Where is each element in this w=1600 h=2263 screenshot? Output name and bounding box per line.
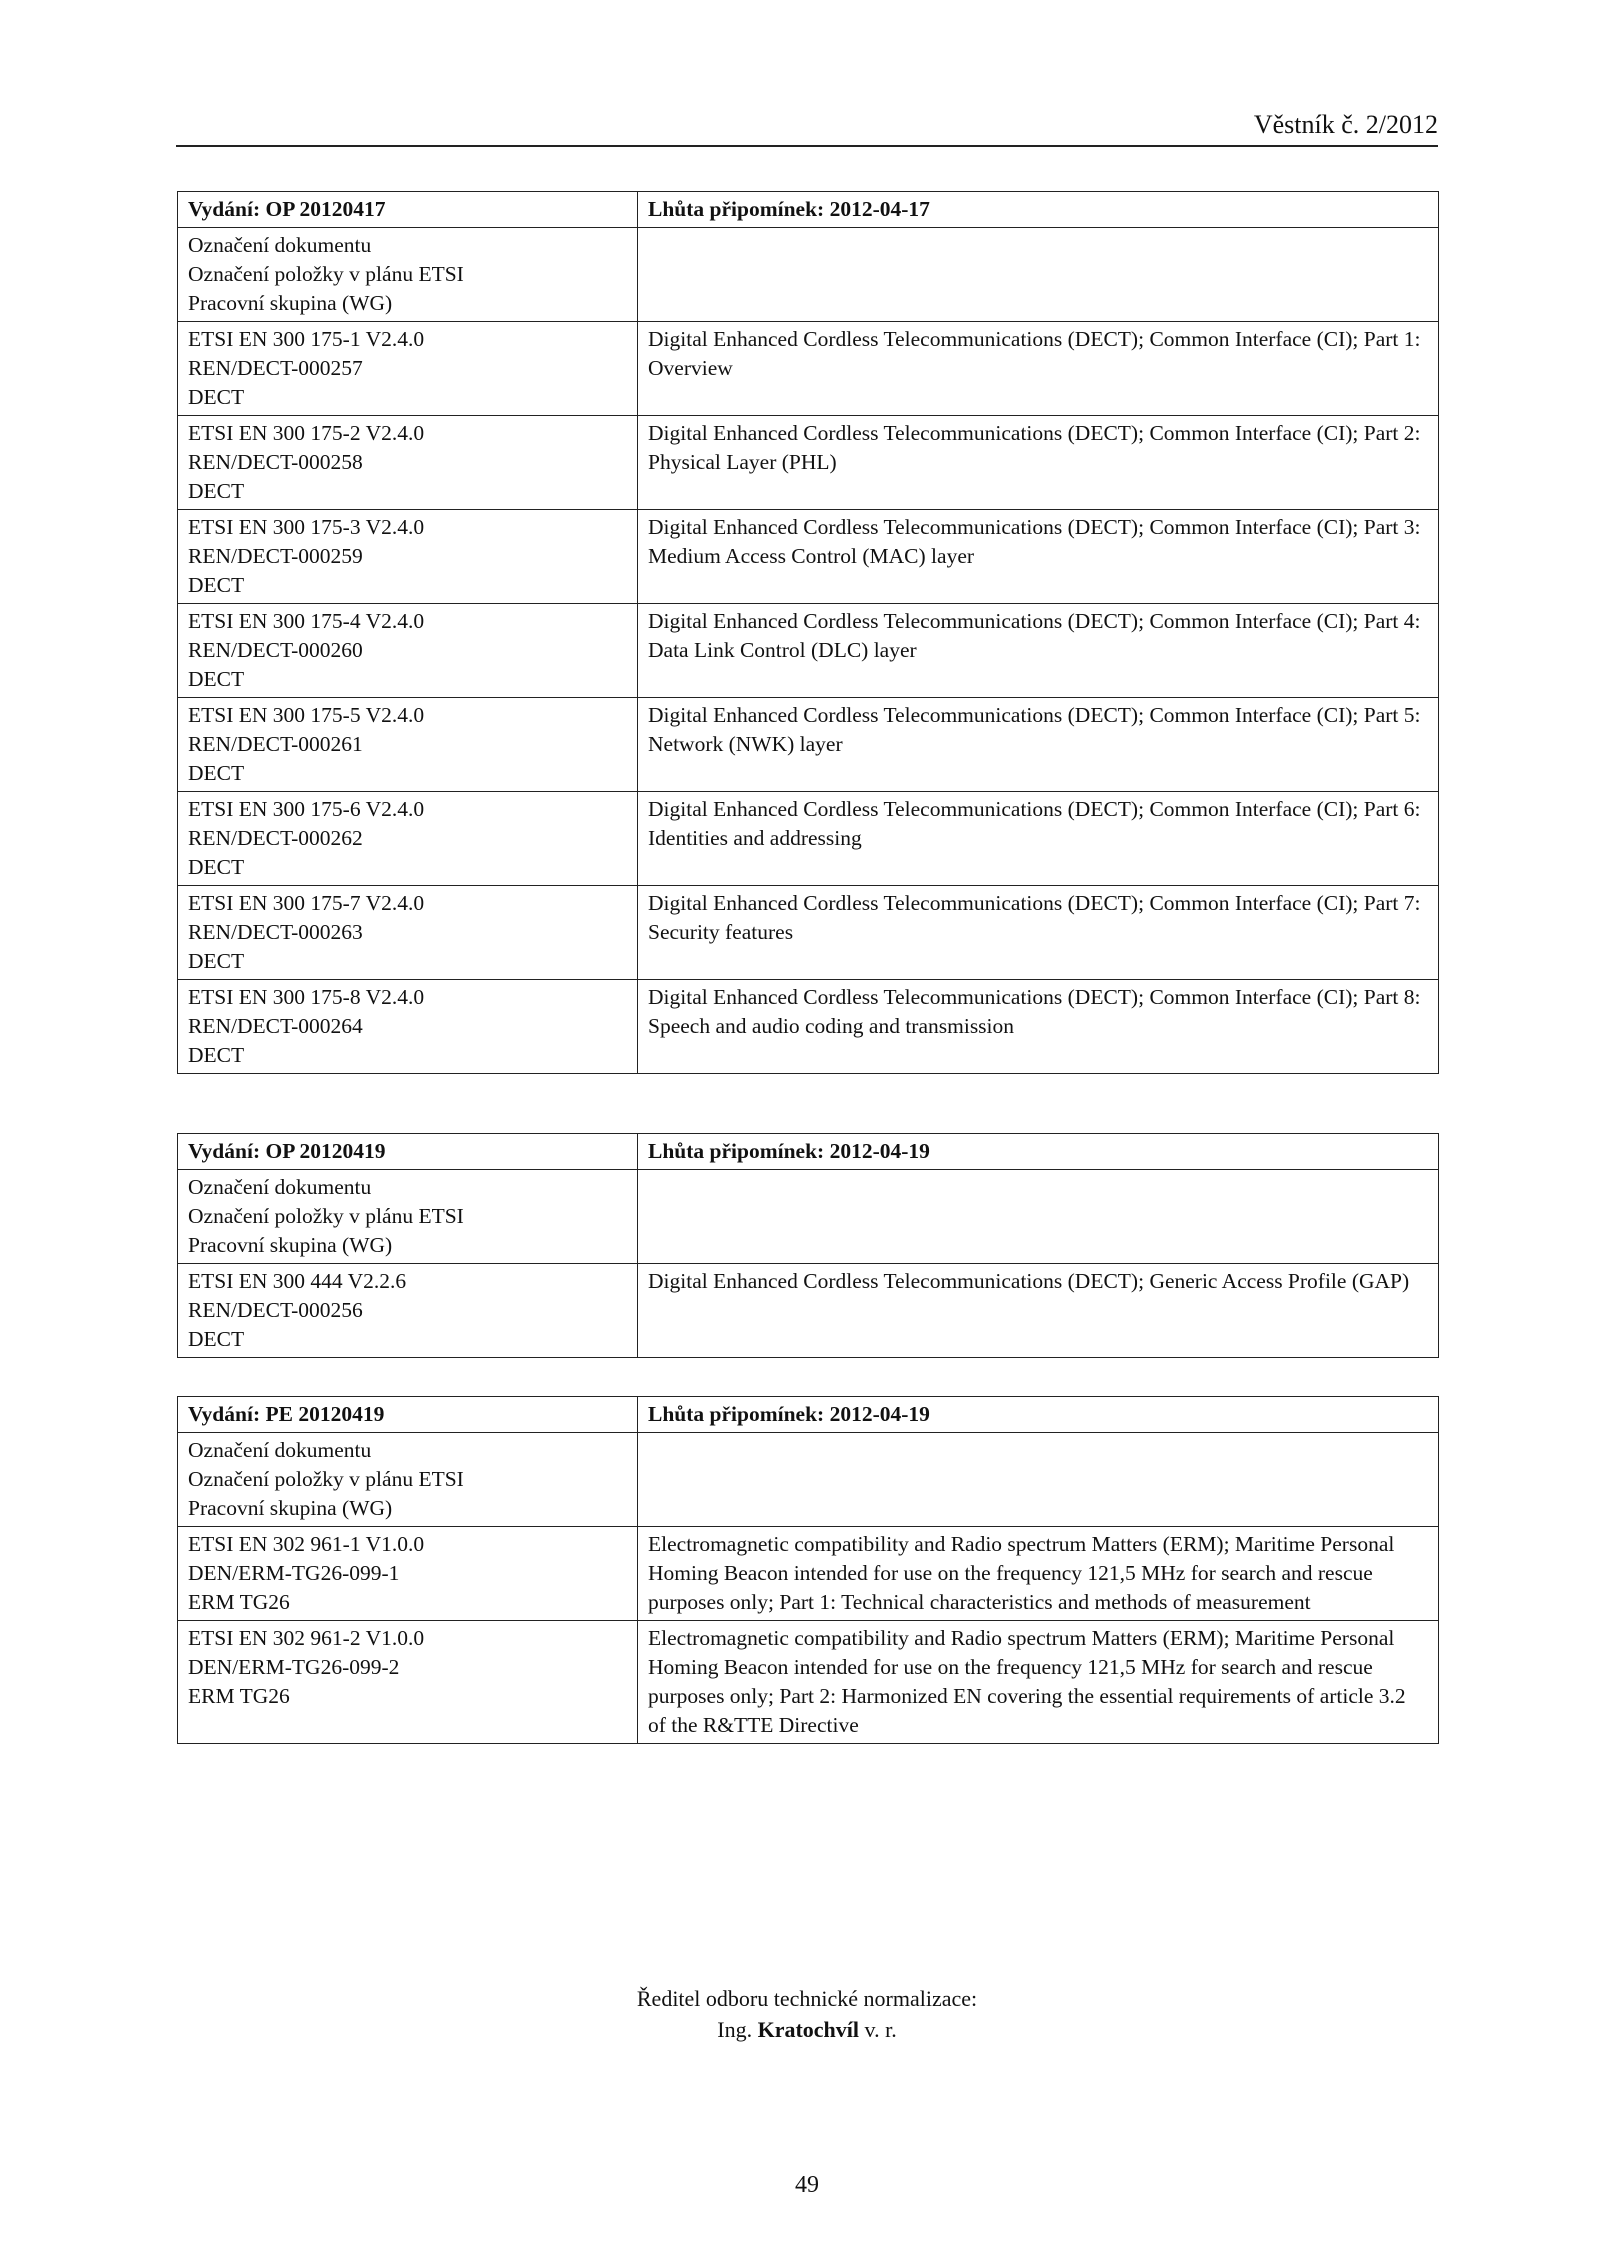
standard-id-cell: ETSI EN 300 175-7 V2.4.0 REN/DECT-000263 DECT xyxy=(178,886,638,980)
signatory-line xyxy=(176,2014,1438,2045)
legend-document-id: Označení dokumentu xyxy=(188,1175,372,1199)
table-row xyxy=(178,698,1439,792)
standard-id-cell: ETSI EN 302 961-2 V1.0.0 DEN/ERM-TG26-099-2 ERM TG26 xyxy=(178,1621,638,1744)
standard-id-cell: ETSI EN 300 175-1 V2.4.0 REN/DECT-000257 DECT xyxy=(178,322,638,416)
legend-working-group: Pracovní skupina (WG) xyxy=(188,291,393,315)
table-row xyxy=(178,1621,1439,1744)
standard-id-cell: ETSI EN 300 175-4 V2.4.0 REN/DECT-000260 DECT xyxy=(178,604,638,698)
standard-id-cell: ETSI EN 300 175-5 V2.4.0 REN/DECT-000261 DECT xyxy=(178,698,638,792)
signatory-role: Ředitel odboru technické normalizace: xyxy=(636,1986,978,2011)
standards-table-2 xyxy=(177,1133,1439,1358)
legend-plan-item: Označení položky v plánu ETSI xyxy=(188,262,464,286)
legend-row xyxy=(178,228,1439,322)
legend-row xyxy=(178,1433,1439,1527)
standard-title-cell: Digital Enhanced Cordless Telecommunications (DECT); Generic Access Profile (GAP) xyxy=(638,1264,1439,1358)
table-row xyxy=(178,792,1439,886)
edition-label: Vydání: OP 20120417 xyxy=(178,192,638,228)
legend-row xyxy=(178,1170,1439,1264)
header-rule xyxy=(176,145,1438,147)
deadline-label: Lhůta připomínek: 2012-04-17 xyxy=(638,192,1439,228)
standard-title-cell: Digital Enhanced Cordless Telecommunications (DECT); Common Interface (CI); Part 6: Identities and addressing xyxy=(638,792,1439,886)
standard-id-cell: ETSI EN 300 175-8 V2.4.0 REN/DECT-000264 DECT xyxy=(178,980,638,1074)
standard-title-cell: Digital Enhanced Cordless Telecommunications (DECT); Common Interface (CI); Part 5: Network (NWK) layer xyxy=(638,698,1439,792)
standard-title-cell: Digital Enhanced Cordless Telecommunications (DECT); Common Interface (CI); Part 1: Overview xyxy=(638,322,1439,416)
legend-document-id: Označení dokumentu xyxy=(188,233,372,257)
table-row xyxy=(178,510,1439,604)
signatory-suffix: v. r. xyxy=(864,2017,897,2042)
table-header-row xyxy=(178,1134,1439,1170)
table-row xyxy=(178,886,1439,980)
standard-title-cell: Digital Enhanced Cordless Telecommunications (DECT); Common Interface (CI); Part 7: Security features xyxy=(638,886,1439,980)
bulletin-header: Věstník č. 2/2012 xyxy=(1253,110,1438,139)
standard-title-cell: Digital Enhanced Cordless Telecommunications (DECT); Common Interface (CI); Part 8: Speech and audio coding and transmission xyxy=(638,980,1439,1074)
standard-title-cell: Digital Enhanced Cordless Telecommunications (DECT); Common Interface (CI); Part 3: Medium Access Control (MAC) layer xyxy=(638,510,1439,604)
standards-table-3 xyxy=(177,1396,1439,1744)
legend-cell xyxy=(178,228,638,322)
standard-id-cell: ETSI EN 300 175-2 V2.4.0 REN/DECT-000258 DECT xyxy=(178,416,638,510)
signatory-prefix: Ing. xyxy=(717,2017,753,2042)
legend-empty-cell xyxy=(638,1433,1439,1527)
legend-working-group: Pracovní skupina (WG) xyxy=(188,1233,393,1257)
table-row xyxy=(178,980,1439,1074)
standard-id-cell: ETSI EN 300 175-3 V2.4.0 REN/DECT-000259 DECT xyxy=(178,510,638,604)
edition-label: Vydání: PE 20120419 xyxy=(178,1397,638,1433)
standard-title-cell: Electromagnetic compatibility and Radio spectrum Matters (ERM); Maritime Personal Homing Beacon intended for use on the frequency 121,5 MHz for search and rescue purposes only; Part 2: Harmonized EN covering the essential requirements of article 3.2 of the R&TTE Directive xyxy=(638,1621,1439,1744)
legend-cell xyxy=(178,1170,638,1264)
table-row xyxy=(178,416,1439,510)
legend-plan-item: Označení položky v plánu ETSI xyxy=(188,1467,464,1491)
table-row xyxy=(178,322,1439,416)
signature-block xyxy=(176,1983,1438,2045)
standard-id-cell: ETSI EN 302 961-1 V1.0.0 DEN/ERM-TG26-099-1 ERM TG26 xyxy=(178,1527,638,1621)
table-row xyxy=(178,1527,1439,1621)
table-row xyxy=(178,1264,1439,1358)
deadline-label: Lhůta připomínek: 2012-04-19 xyxy=(638,1397,1439,1433)
legend-empty-cell xyxy=(638,228,1439,322)
legend-working-group: Pracovní skupina (WG) xyxy=(188,1496,393,1520)
page-number: 49 xyxy=(795,2172,819,2198)
table-header-row xyxy=(178,192,1439,228)
standards-table-1 xyxy=(177,191,1439,1074)
signatory-name: Kratochvíl xyxy=(757,2017,860,2042)
table-row xyxy=(178,604,1439,698)
standard-title-cell: Electromagnetic compatibility and Radio spectrum Matters (ERM); Maritime Personal Homing Beacon intended for use on the frequency 121,5 MHz for search and rescue purposes only; Part 1: Technical characteristics and methods of measurement xyxy=(638,1527,1439,1621)
deadline-label: Lhůta připomínek: 2012-04-19 xyxy=(638,1134,1439,1170)
edition-label: Vydání: OP 20120419 xyxy=(178,1134,638,1170)
standard-id-cell: ETSI EN 300 175-6 V2.4.0 REN/DECT-000262 DECT xyxy=(178,792,638,886)
standard-title-cell: Digital Enhanced Cordless Telecommunications (DECT); Common Interface (CI); Part 4: Data Link Control (DLC) layer xyxy=(638,604,1439,698)
table-header-row xyxy=(178,1397,1439,1433)
legend-plan-item: Označení položky v plánu ETSI xyxy=(188,1204,464,1228)
standard-title-cell: Digital Enhanced Cordless Telecommunications (DECT); Common Interface (CI); Part 2: Physical Layer (PHL) xyxy=(638,416,1439,510)
legend-cell xyxy=(178,1433,638,1527)
legend-document-id: Označení dokumentu xyxy=(188,1438,372,1462)
legend-empty-cell xyxy=(638,1170,1439,1264)
standard-id-cell: ETSI EN 300 444 V2.2.6 REN/DECT-000256 DECT xyxy=(178,1264,638,1358)
